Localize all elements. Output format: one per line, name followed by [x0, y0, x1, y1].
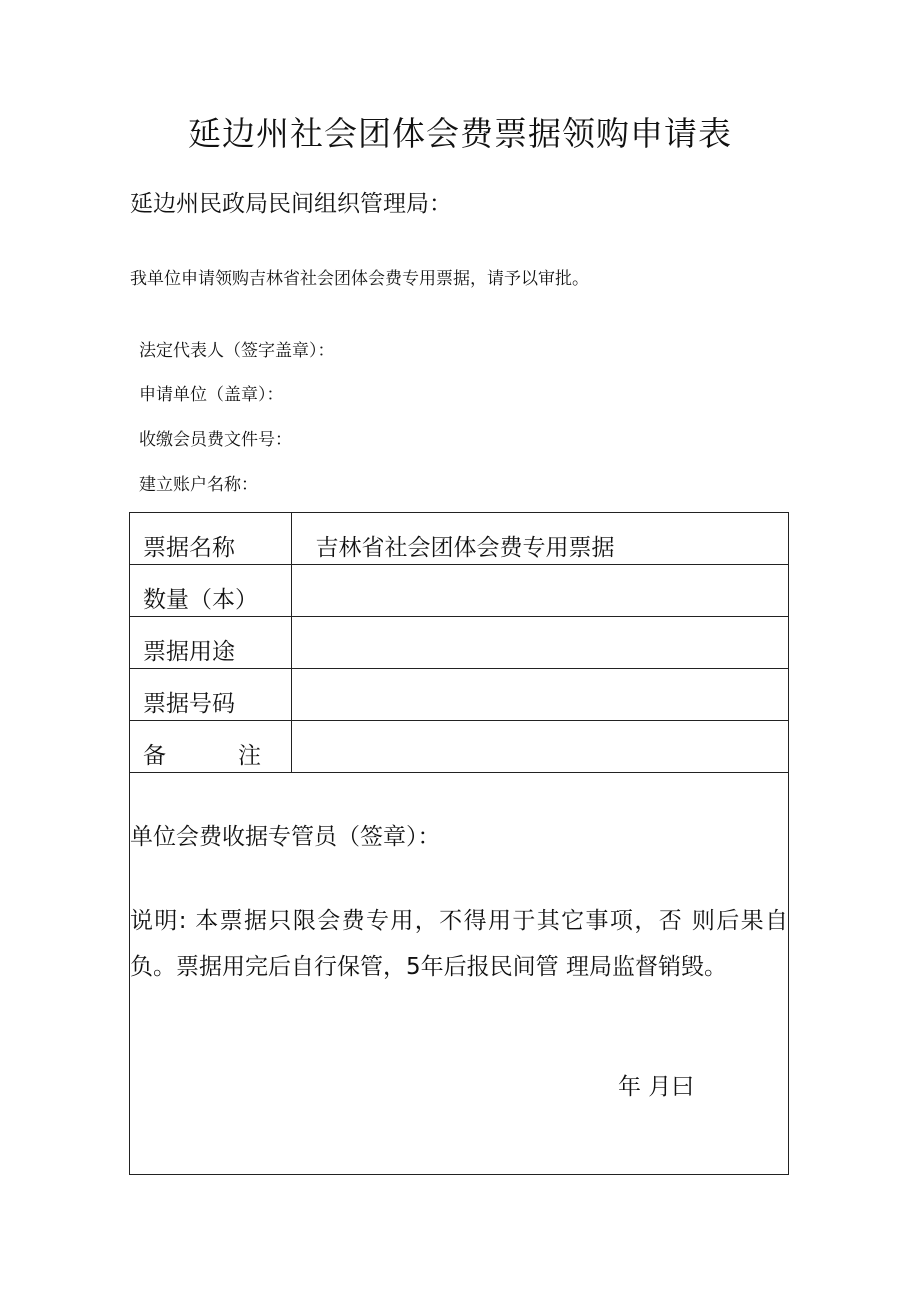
quantity-label: 数量（本）: [130, 565, 292, 617]
date-line: 年 月曰: [618, 1074, 695, 1100]
membership-fee-doc-number-label: 收缴会员费文件号：: [139, 430, 292, 450]
request-statement: 我单位申请领购吉林省社会团体会费专用票据，请予以审批。: [130, 269, 589, 289]
receipt-purpose-field[interactable]: [292, 617, 789, 669]
remarks-label-part2: 注: [238, 743, 261, 769]
application-form: [129, 512, 789, 1175]
receipt-number-label: 票据号码: [130, 669, 292, 721]
receipt-purpose-label: 票据用途: [130, 617, 292, 669]
table-row: [130, 669, 788, 721]
quantity-field[interactable]: [292, 565, 789, 617]
remarks-label-part1: 备: [143, 743, 166, 769]
applicant-unit-label: 申请单位（盖章）：: [139, 385, 284, 405]
legal-representative-label: 法定代表人（签字盖章）：: [139, 341, 335, 361]
table-row: [130, 617, 788, 669]
table-row: [130, 513, 788, 565]
fee-officer-signature-label: 单位会费收据专管员（签章）：: [130, 824, 441, 850]
remarks-label: [130, 721, 292, 773]
usage-notice: 说明: 本票据只限会费专用，不得用于其它事项，否 则后果自负。票据用完后自行保管，5年后报民间管 理局监督销毁。: [130, 908, 788, 980]
receipt-name-value: 吉林省社会团体会费专用票据: [292, 513, 789, 565]
receipt-info-table: [130, 513, 788, 773]
receipt-name-label: 票据名称: [130, 513, 292, 565]
addressee: 延边州民政局民间组织管理局：: [130, 191, 452, 217]
receipt-number-field[interactable]: [292, 669, 789, 721]
remarks-field[interactable]: [292, 721, 789, 773]
table-row: [130, 565, 788, 617]
account-name-label: 建立账户名称：: [139, 475, 258, 495]
table-row: [130, 721, 788, 773]
page-title: 延边州社会团体会费票据领购申请表: [188, 114, 732, 153]
